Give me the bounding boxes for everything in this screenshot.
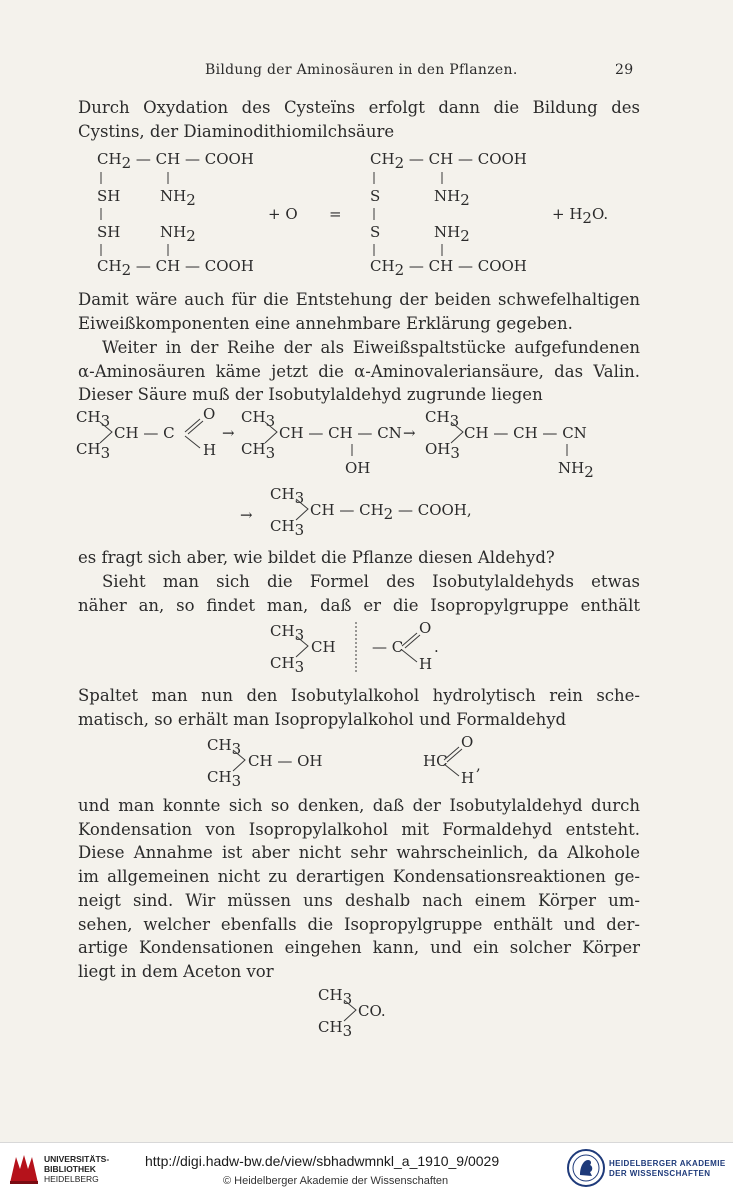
paragraph-3 [78, 336, 640, 407]
text-line: Kondensation von Isopropylalkohol mit Formaldehyd entsteht. [78, 819, 640, 839]
bond-line [444, 764, 459, 776]
formula-text: CH — CH2 — COOH, [310, 501, 472, 523]
paragraph-2 [78, 288, 640, 335]
formula-text: O [461, 733, 474, 751]
text-line: Sieht man sich die Formel des Isobutylaldehyds etwas [102, 572, 640, 591]
text-line: Damit wäre auch für die Entstehung der beiden schwefelhaltigen [78, 290, 640, 309]
text-line: Spaltet man nun den Isobutylalkohol hydrolytisch rein sche- [78, 686, 640, 705]
academy-name: HEIDELBERGER AKADEMIE DER WISSENSCHAFTEN [609, 1159, 726, 1178]
text-line: Weiter in der Reihe der als Eiweißspaltstücke aufgefundenen [102, 338, 640, 357]
paragraph-1 [78, 96, 640, 143]
formula-text: CO. [358, 1002, 386, 1020]
formula-text: CH2 — CH — COOH [370, 257, 527, 279]
running-title: Bildung der Aminosäuren in den Pflanzen. [205, 62, 518, 78]
formula-text: CH2 — CH — COOH [97, 150, 254, 172]
formula-text: SH [97, 187, 121, 205]
text-line: neigt sind. Wir müssen uns deshalb nach einem Körper um- [78, 890, 640, 910]
formula-text: CH — CH — CN [279, 424, 402, 442]
formula-text: S [370, 187, 381, 205]
formula-text: CH3 [270, 622, 305, 644]
library-name: UNIVERSITÄTS- BIBLIOTHEK HEIDELBERG [44, 1154, 110, 1184]
formula-text: CH3 [318, 986, 353, 1008]
formula-text: CH3 [207, 768, 242, 790]
formula-text: CH — OH [248, 752, 323, 770]
formula-text: O [419, 619, 432, 637]
text-line: matisch, so erhält man Isopropylalkohol und Formaldehyd [78, 709, 567, 729]
formula-text: → [222, 424, 235, 442]
page-number: 29 [615, 62, 634, 78]
paragraph-6 [78, 684, 640, 731]
formula-text: — C [372, 638, 404, 656]
paragraph-5 [78, 570, 640, 617]
formula-text: NH2 [160, 223, 196, 245]
formula-text: , [476, 756, 481, 774]
paragraph-4 [78, 546, 640, 570]
formula-text: CH3 [270, 654, 305, 676]
formula-text: S [370, 223, 381, 241]
formula-text: CH [311, 638, 336, 656]
text-line: näher an, so findet man, daß er die Isopropylgruppe enthält [78, 595, 640, 615]
formula-text: OH3 [425, 440, 460, 462]
formula-text: . [434, 638, 439, 656]
formula-isopropyl [0, 616, 733, 676]
formula-text: CH3 [425, 408, 460, 430]
formula-acetone [0, 980, 733, 1040]
formula-text: CH3 [207, 736, 242, 758]
bond-double-line [185, 419, 203, 434]
text-line: Diese Annahme ist aber nicht sehr wahrscheinlich, da Alkohole [78, 843, 640, 863]
formula-text: CH2 — CH — COOH [97, 257, 254, 279]
formula-text: CH3 [76, 408, 111, 430]
text-line: Eiweißkomponenten eine annehmbare Erklärung gegeben. [78, 313, 573, 333]
formula-text: CH — C [114, 424, 175, 442]
formula-text: NH2 [434, 187, 470, 209]
formula-text: H [419, 655, 433, 673]
viewer-footer [0, 1142, 733, 1197]
formula-text: CH2 — CH — COOH [370, 150, 527, 172]
text-line: Cystins, der Diaminodithiomilchsäure [78, 121, 395, 141]
formula-text: CH — CH — CN [464, 424, 587, 442]
formula-text: OH [345, 459, 371, 477]
formula-text: HC [423, 752, 448, 770]
text-line: es fragt sich aber, wie bildet die Pflanze diesen Aldehyd? [78, 548, 555, 567]
text-line: und man konnte sich so denken, daß der Isobutylaldehyd durch [78, 796, 640, 815]
formula-text: CH3 [76, 440, 111, 462]
formula-text: NH2 [558, 459, 594, 481]
formula-text: NH2 [434, 223, 470, 245]
text-line: Dieser Säure muß der Isobutylaldehyd zugrunde liegen [78, 385, 543, 405]
formula-text: NH2 [160, 187, 196, 209]
permalink-url[interactable]: http://digi.hadw-bw.de/view/sbhadwmnkl_a_1910_9/0029 [145, 1153, 500, 1169]
formula-text: + H2O. [552, 205, 609, 227]
university-library-logo-icon [6, 1151, 42, 1187]
text-line: artige Kondensationen eingehen kann, und ein solcher Körper [78, 938, 640, 958]
bond-double-line [402, 633, 420, 648]
formula-text: CH3 [270, 485, 305, 507]
text-line: liegt in dem Aceton vor [78, 961, 274, 981]
formula-alcohol-formaldehyde [0, 730, 733, 790]
formula-text: → [240, 506, 253, 524]
formula-text: + O [268, 205, 298, 223]
formula-text: SH [97, 223, 121, 241]
formula-text: H [203, 441, 217, 459]
formula-text: → [403, 424, 416, 442]
formula-text: = [329, 205, 342, 223]
text-line: sehen, welcher ebenfalls die Isopropylgruppe enthält und der- [78, 914, 640, 934]
text-line: im allgemeinen nicht zu derartigen Kondensationsreaktionen ge- [78, 867, 640, 887]
academy-seal-icon [566, 1148, 606, 1188]
bond-line [185, 436, 200, 448]
formula-text: CH3 [241, 408, 276, 430]
bond-line [402, 650, 417, 662]
formula-text: CH3 [270, 517, 305, 539]
copyright-notice: © Heidelberger Akademie der Wissenschaften [223, 1175, 449, 1187]
formula-valine [0, 402, 733, 542]
paragraph-7 [78, 794, 640, 984]
formula-text: O [203, 405, 216, 423]
formula-cystine [0, 140, 733, 280]
text-line: α-Aminosäuren käme jetzt die α-Aminovaleriansäure, das Valin. [78, 361, 640, 381]
formula-text: CH3 [241, 440, 276, 462]
formula-text: H [461, 769, 475, 787]
text-line: Durch Oxydation des Cysteïns erfolgt dann die Bildung des [78, 98, 640, 117]
formula-text: CH3 [318, 1018, 353, 1040]
